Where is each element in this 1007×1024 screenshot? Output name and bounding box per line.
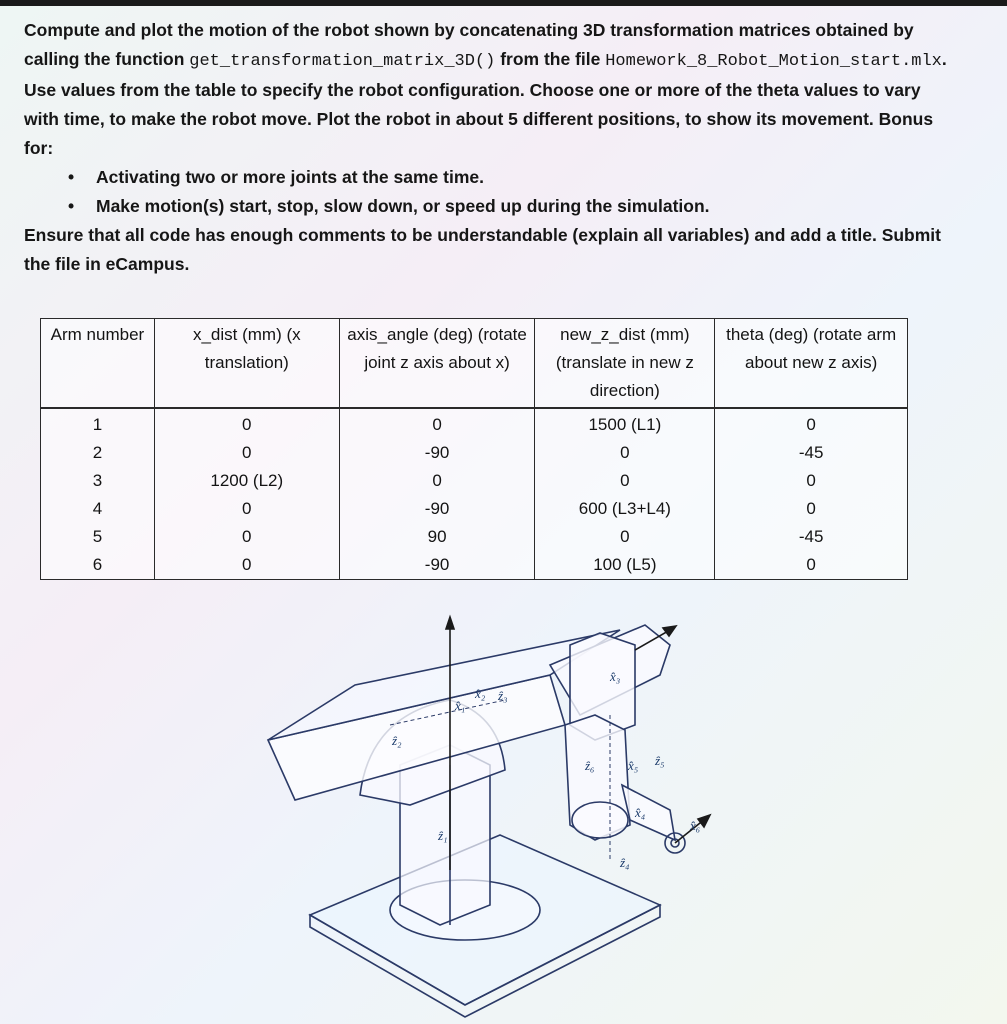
- cell-x-dist: 0: [154, 495, 339, 523]
- cell-new-z-dist: 0: [535, 467, 715, 495]
- cell-x-dist: 0: [154, 439, 339, 467]
- cell-axis-angle: -90: [339, 551, 535, 580]
- instructions-paragraph: [24, 16, 954, 163]
- cell-theta: 0: [715, 408, 908, 439]
- instructions-text-1: Compute and plot the motion of the robot shown by concatenating 3D transformation matrices obtained by calling the function: [24, 20, 914, 69]
- axis-label-z4: ẑ₄: [620, 855, 630, 870]
- cell-x-dist: 0: [154, 551, 339, 580]
- cell-axis-angle: -90: [339, 439, 535, 467]
- cell-theta: -45: [715, 439, 908, 467]
- cell-x-dist: 1200 (L2): [154, 467, 339, 495]
- axis-label-z5: ẑ₅: [655, 753, 665, 768]
- cell-arm: 1: [41, 408, 155, 439]
- end-effector: [622, 785, 675, 840]
- cell-arm: 4: [41, 495, 155, 523]
- axis-label-x2: x̂₂: [475, 686, 486, 701]
- cell-theta: 0: [715, 495, 908, 523]
- top-border: [0, 0, 1007, 6]
- assignment-text: [24, 16, 954, 279]
- axis-label-x4: x̂₄: [635, 805, 646, 820]
- table-header-row: [41, 319, 908, 409]
- cell-theta: 0: [715, 467, 908, 495]
- instructions-text-3: . Use values from the table to specify the robot configuration. Choose one or more of the theta values to vary with time, to make the robot move. Plot the robot in about 5 different positions, to show its movement. Bonus for:: [24, 49, 947, 158]
- bonus-item: • Activating two or more joints at the same time.: [68, 163, 954, 192]
- axis-label-x5: x̂₅: [628, 758, 639, 773]
- table-row: [41, 551, 908, 580]
- header-new-z-dist: new_z_dist (mm) (translate in new z direction): [535, 319, 715, 409]
- cell-arm: 5: [41, 523, 155, 551]
- cell-new-z-dist: 1500 (L1): [535, 408, 715, 439]
- table-row: [41, 408, 908, 439]
- cell-new-z-dist: 600 (L3+L4): [535, 495, 715, 523]
- bonus-item: • Make motion(s) start, stop, slow down, or speed up during the simulation.: [68, 192, 954, 221]
- cell-x-dist: 0: [154, 523, 339, 551]
- wrist-joint: [572, 802, 628, 838]
- header-x-dist: x_dist (mm) (x translation): [154, 319, 339, 409]
- table-row: [41, 439, 908, 467]
- axis-label-x6: x̂₆: [690, 818, 701, 833]
- cell-x-dist: 0: [154, 408, 339, 439]
- header-theta: theta (deg) (rotate arm about new z axis): [715, 319, 908, 409]
- axis-label-z1: ẑ₁: [438, 828, 448, 843]
- z1-arrow-icon: [446, 617, 454, 629]
- cell-axis-angle: 90: [339, 523, 535, 551]
- cell-arm: 2: [41, 439, 155, 467]
- axis-label-x1: x̂₁: [455, 698, 466, 713]
- dh-parameter-table: [40, 318, 908, 580]
- function-name: get_transformation_matrix_3D(): [189, 52, 496, 71]
- axis-label-z2: ẑ₂: [392, 733, 402, 748]
- cell-new-z-dist: 0: [535, 523, 715, 551]
- axis-label-z6: ẑ₆: [585, 758, 595, 773]
- robot-arm-diagram: [250, 605, 750, 1020]
- cell-new-z-dist: 100 (L5): [535, 551, 715, 580]
- instructions-text-2: from the file: [495, 49, 606, 69]
- axis-label-x3: x̂₃: [610, 669, 621, 684]
- table-row: [41, 495, 908, 523]
- cell-arm: 6: [41, 551, 155, 580]
- cell-axis-angle: 0: [339, 408, 535, 439]
- axis-label-z3: ẑ₃: [498, 688, 508, 703]
- cell-theta: -45: [715, 523, 908, 551]
- cell-axis-angle: -90: [339, 495, 535, 523]
- bonus-list: [24, 163, 954, 221]
- table-row: [41, 523, 908, 551]
- cell-theta: 0: [715, 551, 908, 580]
- submission-paragraph: Ensure that all code has enough comments to be understandable (explain all variables) and add a title. Submit the file in eCampus.: [24, 225, 941, 274]
- file-name: Homework_8_Robot_Motion_start.mlx: [605, 52, 942, 71]
- cell-new-z-dist: 0: [535, 439, 715, 467]
- table-row: [41, 467, 908, 495]
- header-arm-number: Arm number: [41, 319, 155, 409]
- header-axis-angle: axis_angle (deg) (rotate joint z axis about x): [339, 319, 535, 409]
- cell-arm: 3: [41, 467, 155, 495]
- cell-axis-angle: 0: [339, 467, 535, 495]
- z3-arrow-icon: [663, 626, 676, 636]
